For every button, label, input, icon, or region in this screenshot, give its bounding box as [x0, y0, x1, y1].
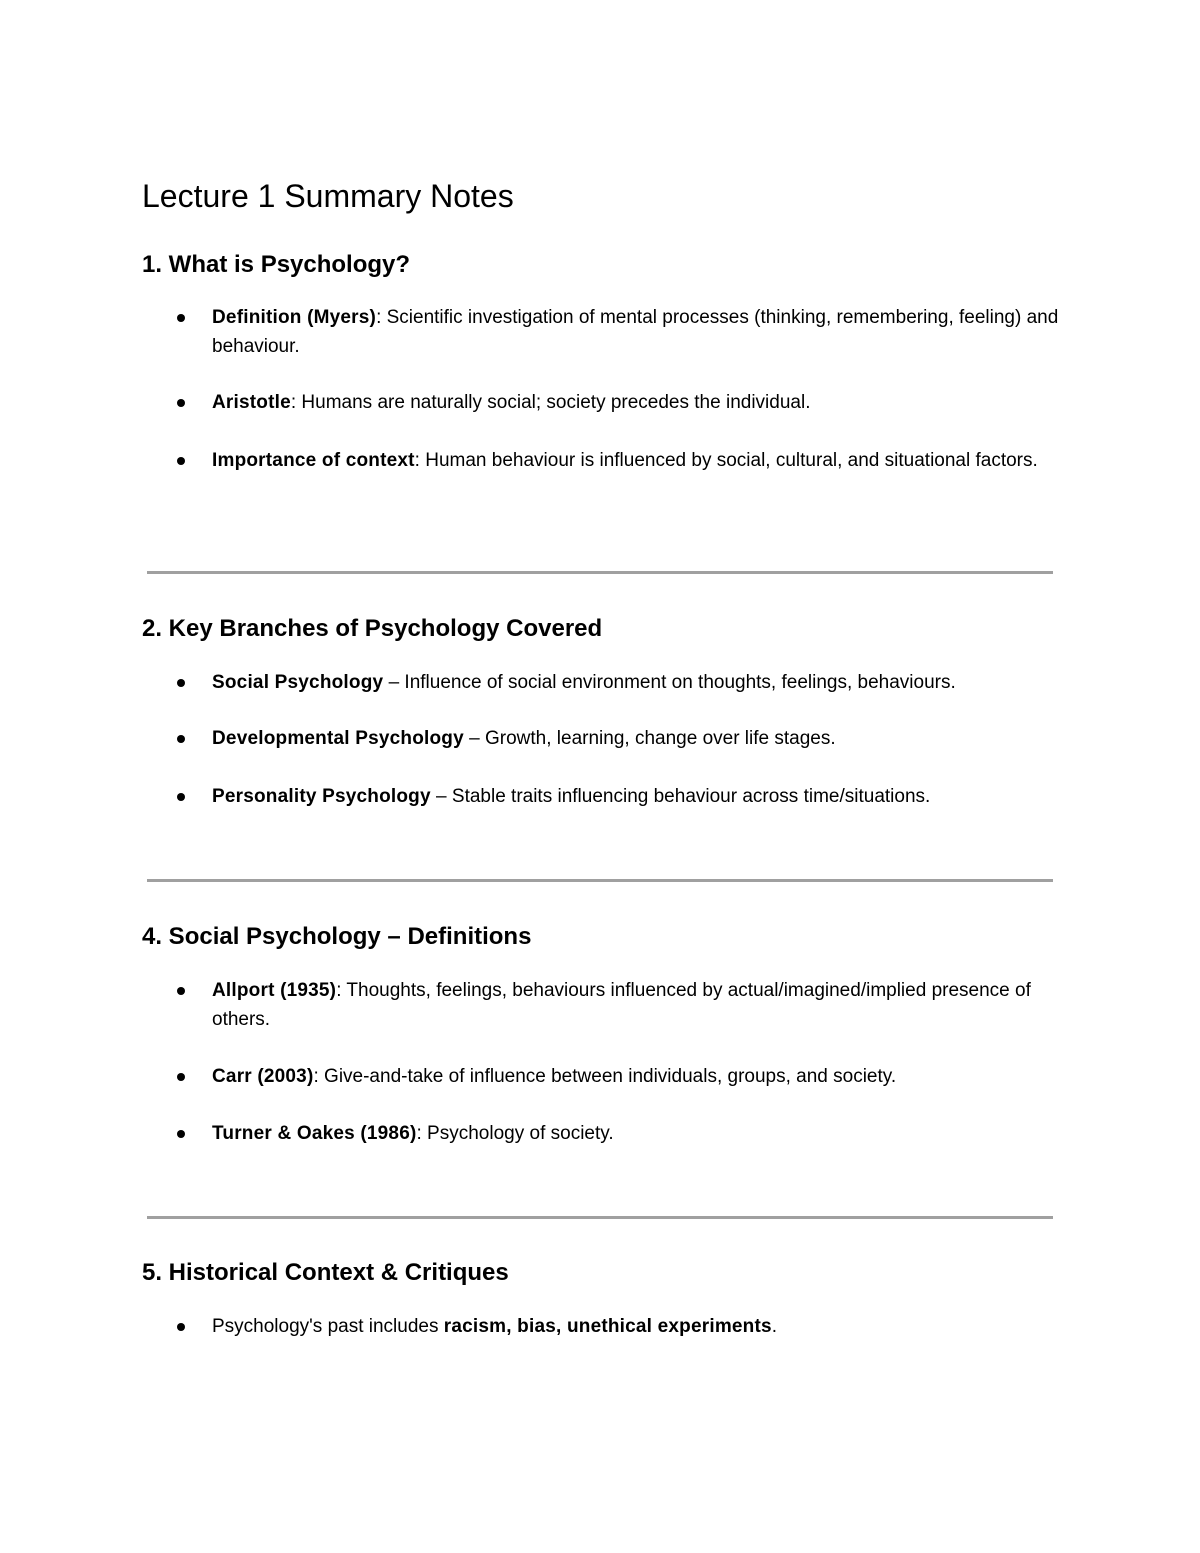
item-text: – Stable traits influencing behaviour across time/situations. [430, 786, 931, 807]
bullet-icon [177, 314, 185, 322]
item-prefix: Psychology's past includes [212, 1316, 444, 1337]
bullet-icon [177, 793, 185, 801]
bullet-icon [177, 735, 185, 743]
list-item [212, 783, 1062, 812]
list-item [212, 1313, 1062, 1342]
list-item [212, 977, 1062, 1034]
item-text: : Psychology of society. [416, 1123, 614, 1144]
item-term: Importance of context [212, 450, 415, 471]
bullet-icon [177, 1130, 185, 1138]
item-text: : Humans are naturally social; society precedes the individual. [290, 392, 811, 413]
document-title: Lecture 1 Summary Notes [142, 178, 514, 214]
list-item [212, 447, 1062, 476]
bullet-icon [177, 399, 185, 407]
item-suffix: . [771, 1316, 778, 1337]
item-text: – Growth, learning, change over life stages. [463, 728, 836, 749]
bullet-icon [177, 679, 185, 687]
item-term: Allport (1935) [212, 980, 337, 1001]
item-text: : Give-and-take of influence between individuals, groups, and society. [313, 1066, 897, 1087]
bullet-icon [177, 1323, 185, 1331]
section-divider [147, 571, 1053, 574]
item-term: Social Psychology [212, 672, 384, 693]
section-divider [147, 1216, 1053, 1219]
section-heading-what-is-psychology: 1. What is Psychology? [142, 251, 411, 278]
section-heading-historical-context: 5. Historical Context & Critiques [142, 1259, 509, 1286]
section-divider [147, 879, 1053, 882]
item-term: Definition (Myers) [212, 307, 377, 328]
list-item [212, 389, 1062, 418]
item-text: : Thoughts, feelings, behaviours influenced by actual/imagined/implied presence of others. [212, 980, 1031, 1030]
list-item [212, 725, 1062, 754]
item-text: – Influence of social environment on thoughts, feelings, behaviours. [383, 672, 956, 693]
section-heading-key-branches: 2. Key Branches of Psychology Covered [142, 615, 603, 642]
list-item [212, 669, 1062, 698]
list-item [212, 304, 1062, 361]
item-term: Personality Psychology [212, 786, 431, 807]
item-term: Turner & Oakes (1986) [212, 1123, 417, 1144]
bullet-icon [177, 1073, 185, 1081]
item-term: Carr (2003) [212, 1066, 314, 1087]
item-text: : Scientific investigation of mental processes (thinking, remembering, feeling) and behaviour. [212, 307, 1059, 357]
bullet-icon [177, 987, 185, 995]
bullet-icon [177, 457, 185, 465]
item-term: Developmental Psychology [212, 728, 464, 749]
item-term: Aristotle [212, 392, 291, 413]
list-item [212, 1120, 1062, 1149]
section-heading-social-psychology-definitions: 4. Social Psychology – Definitions [142, 923, 532, 950]
item-term: racism, bias, unethical experiments [443, 1316, 772, 1337]
list-item [212, 1063, 1062, 1092]
item-text: : Human behaviour is influenced by social, cultural, and situational factors. [414, 450, 1038, 471]
